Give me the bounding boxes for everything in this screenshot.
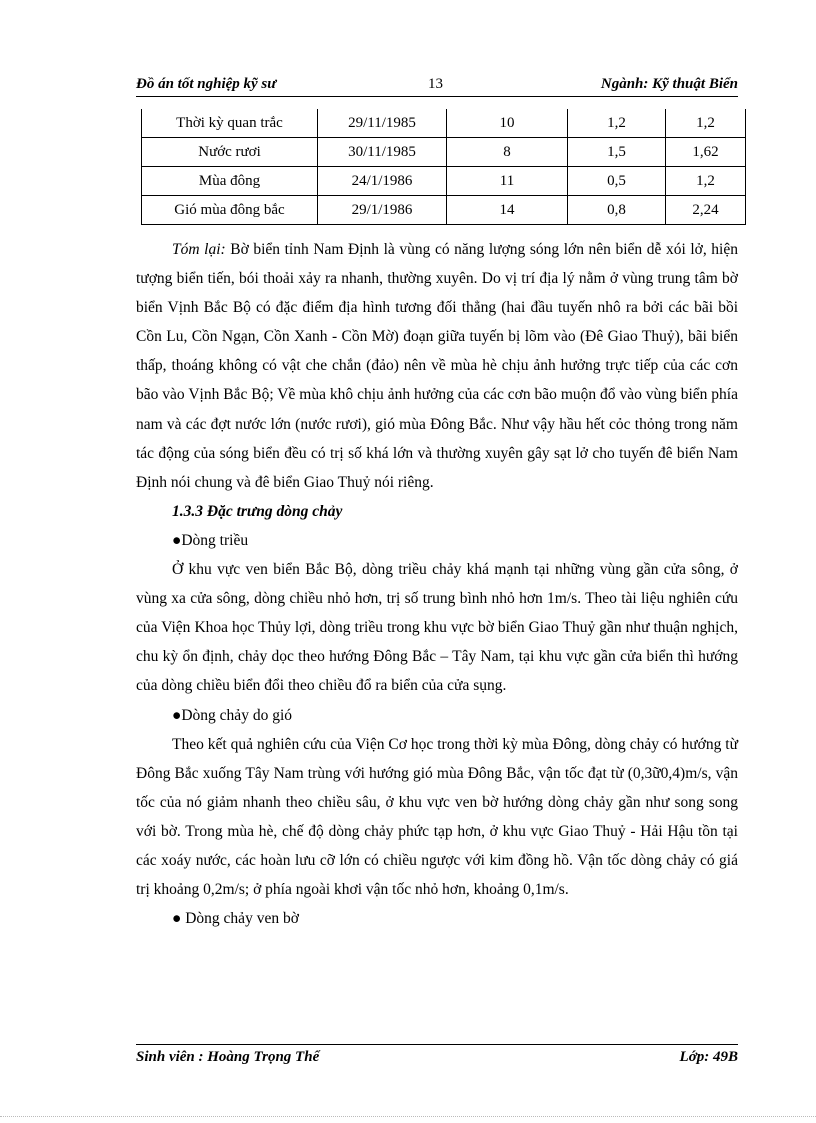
table-cell: Mùa đông [142, 167, 318, 196]
page-number: 13 [428, 76, 443, 92]
table-cell: Thời kỳ quan trắc [142, 109, 318, 138]
header-department: Ngành: Kỹ thuật Biển [600, 76, 738, 92]
table-cell: 24/1/1986 [318, 167, 447, 196]
header-thesis-title: Đồ án tốt nghiệp kỹ sư [136, 76, 277, 92]
data-table [141, 109, 746, 225]
summary-text: Bờ biển tỉnh Nam Định là vùng có năng lượng sóng lớn nên biển dễ xói lở, hiện tượng biển tiến, bói thoải xảy ra nhanh, thường xuyên. Do vị trí địa lý nằm ở vùng trung tâm bờ biển Vịnh Bắc Bộ có đặc điểm địa hình tương đối thẳng (hai đầu tuyến nhô ra bởi các bãi bồi Cồn Lu, Cồn Ngạn, Cồn Xanh - Cồn Mờ) đoạn giữa tuyến bị lõm vào (Đê Giao Thuỷ), bãi biển thấp, thoáng không có vật che chắn (đảo) nên về mùa hè chịu ảnh hưởng trực tiếp của các cơn bão vào Vịnh Bắc Bộ; Về mùa khô chịu ảnh hưởng của các cơn bão muộn đổ vào vùng biển phía nam và các đợt nước lớn (nước rươi), gió mùa Đông Bắc. Như vậy hầu hết cỏc thỏng trong năm tác động của sóng biển đều có trị số khá lớn và thường xuyên gây sạt lở cho tuyến đê biển Nam Định nói chung và đê biển Giao Thuỷ nói riêng. [136, 241, 738, 491]
page-footer [136, 1044, 738, 1065]
summary-paragraph [136, 235, 738, 497]
table-cell: 0,5 [568, 167, 666, 196]
footer-class: Lớp: 49B [679, 1049, 738, 1065]
document-body [136, 235, 738, 933]
table-cell: 1,2 [568, 109, 666, 138]
table-cell: 29/1/1986 [318, 196, 447, 225]
table-cell: Nước rươi [142, 138, 318, 167]
bullet-longshore-current: ● Dòng chảy ven bờ [172, 910, 299, 928]
section-heading: 1.3.3 Đặc trưng dòng chảy [172, 502, 343, 520]
tidal-current-paragraph: Ở khu vực ven biển Bắc Bộ, dòng triều chảy khá mạnh tại những vùng gần cửa sông, ở vùng xa cửa sông, dòng chiều nhỏ hơn, trị số trung bình nhỏ hơn 1m/s. Theo tài liệu nghiên cứu của Viện Khoa học Thủy lợi, dòng triều trong khu vực bờ biển Giao Thuỷ gần như thuận nghịch, chu kỳ ổn định, chảy dọc theo hướng Đông Bắc – Tây Nam, tại khu vực gần cửa biển thì hướng của dòng chiều biển đổi theo chiều đổ ra biển của cửa sụng. [136, 561, 738, 695]
page-edge-divider [0, 1116, 816, 1117]
bullet-tidal-current: ●Dòng triều [172, 531, 249, 549]
table-row [142, 109, 746, 138]
table-cell: 10 [447, 109, 568, 138]
table-cell: Gió mùa đông bắc [142, 196, 318, 225]
table-cell: 2,24 [666, 196, 746, 225]
table-cell: 1,2 [666, 109, 746, 138]
wind-current-paragraph: Theo kết quả nghiên cứu của Viện Cơ học trong thời kỳ mùa Đông, dòng chảy có hướng từ Đông Bắc xuống Tây Nam trùng với hướng gió mùa Đông Bắc, vận tốc đạt từ (0,3ữ0,4)m/s, vận tốc của nó giảm nhanh theo chiều sâu, ở khu vực ven bờ hướng dòng chảy gần như song song với bờ. Trong mùa hè, chế độ dòng chảy phức tạp hơn, ở khu vực Giao Thuỷ - Hải Hậu tồn tại các xoáy nước, các hoàn lưu cỡ lớn có chiều ngược với kim đồng hồ. Vận tốc dòng chảy có giá trị khoảng 0,2m/s; ở phía ngoài khơi vận tốc nhỏ hơn, khoảng 0,1m/s. [136, 735, 738, 899]
table-cell: 1,62 [666, 138, 746, 167]
table-row [142, 138, 746, 167]
table-cell: 29/11/1985 [318, 109, 447, 138]
table-cell: 8 [447, 138, 568, 167]
bullet-wind-current: ●Dòng chảy do gió [172, 706, 292, 724]
table-cell: 0,8 [568, 196, 666, 225]
table-cell: 30/11/1985 [318, 138, 447, 167]
page-header [136, 74, 738, 97]
table-row [142, 196, 746, 225]
table-cell: 1,2 [666, 167, 746, 196]
table-row [142, 167, 746, 196]
summary-lead: Tóm lại: [172, 241, 226, 258]
table-cell: 11 [447, 167, 568, 196]
table-cell: 1,5 [568, 138, 666, 167]
table-cell: 14 [447, 196, 568, 225]
footer-student: Sinh viên : Hoàng Trọng Thể [136, 1049, 320, 1065]
